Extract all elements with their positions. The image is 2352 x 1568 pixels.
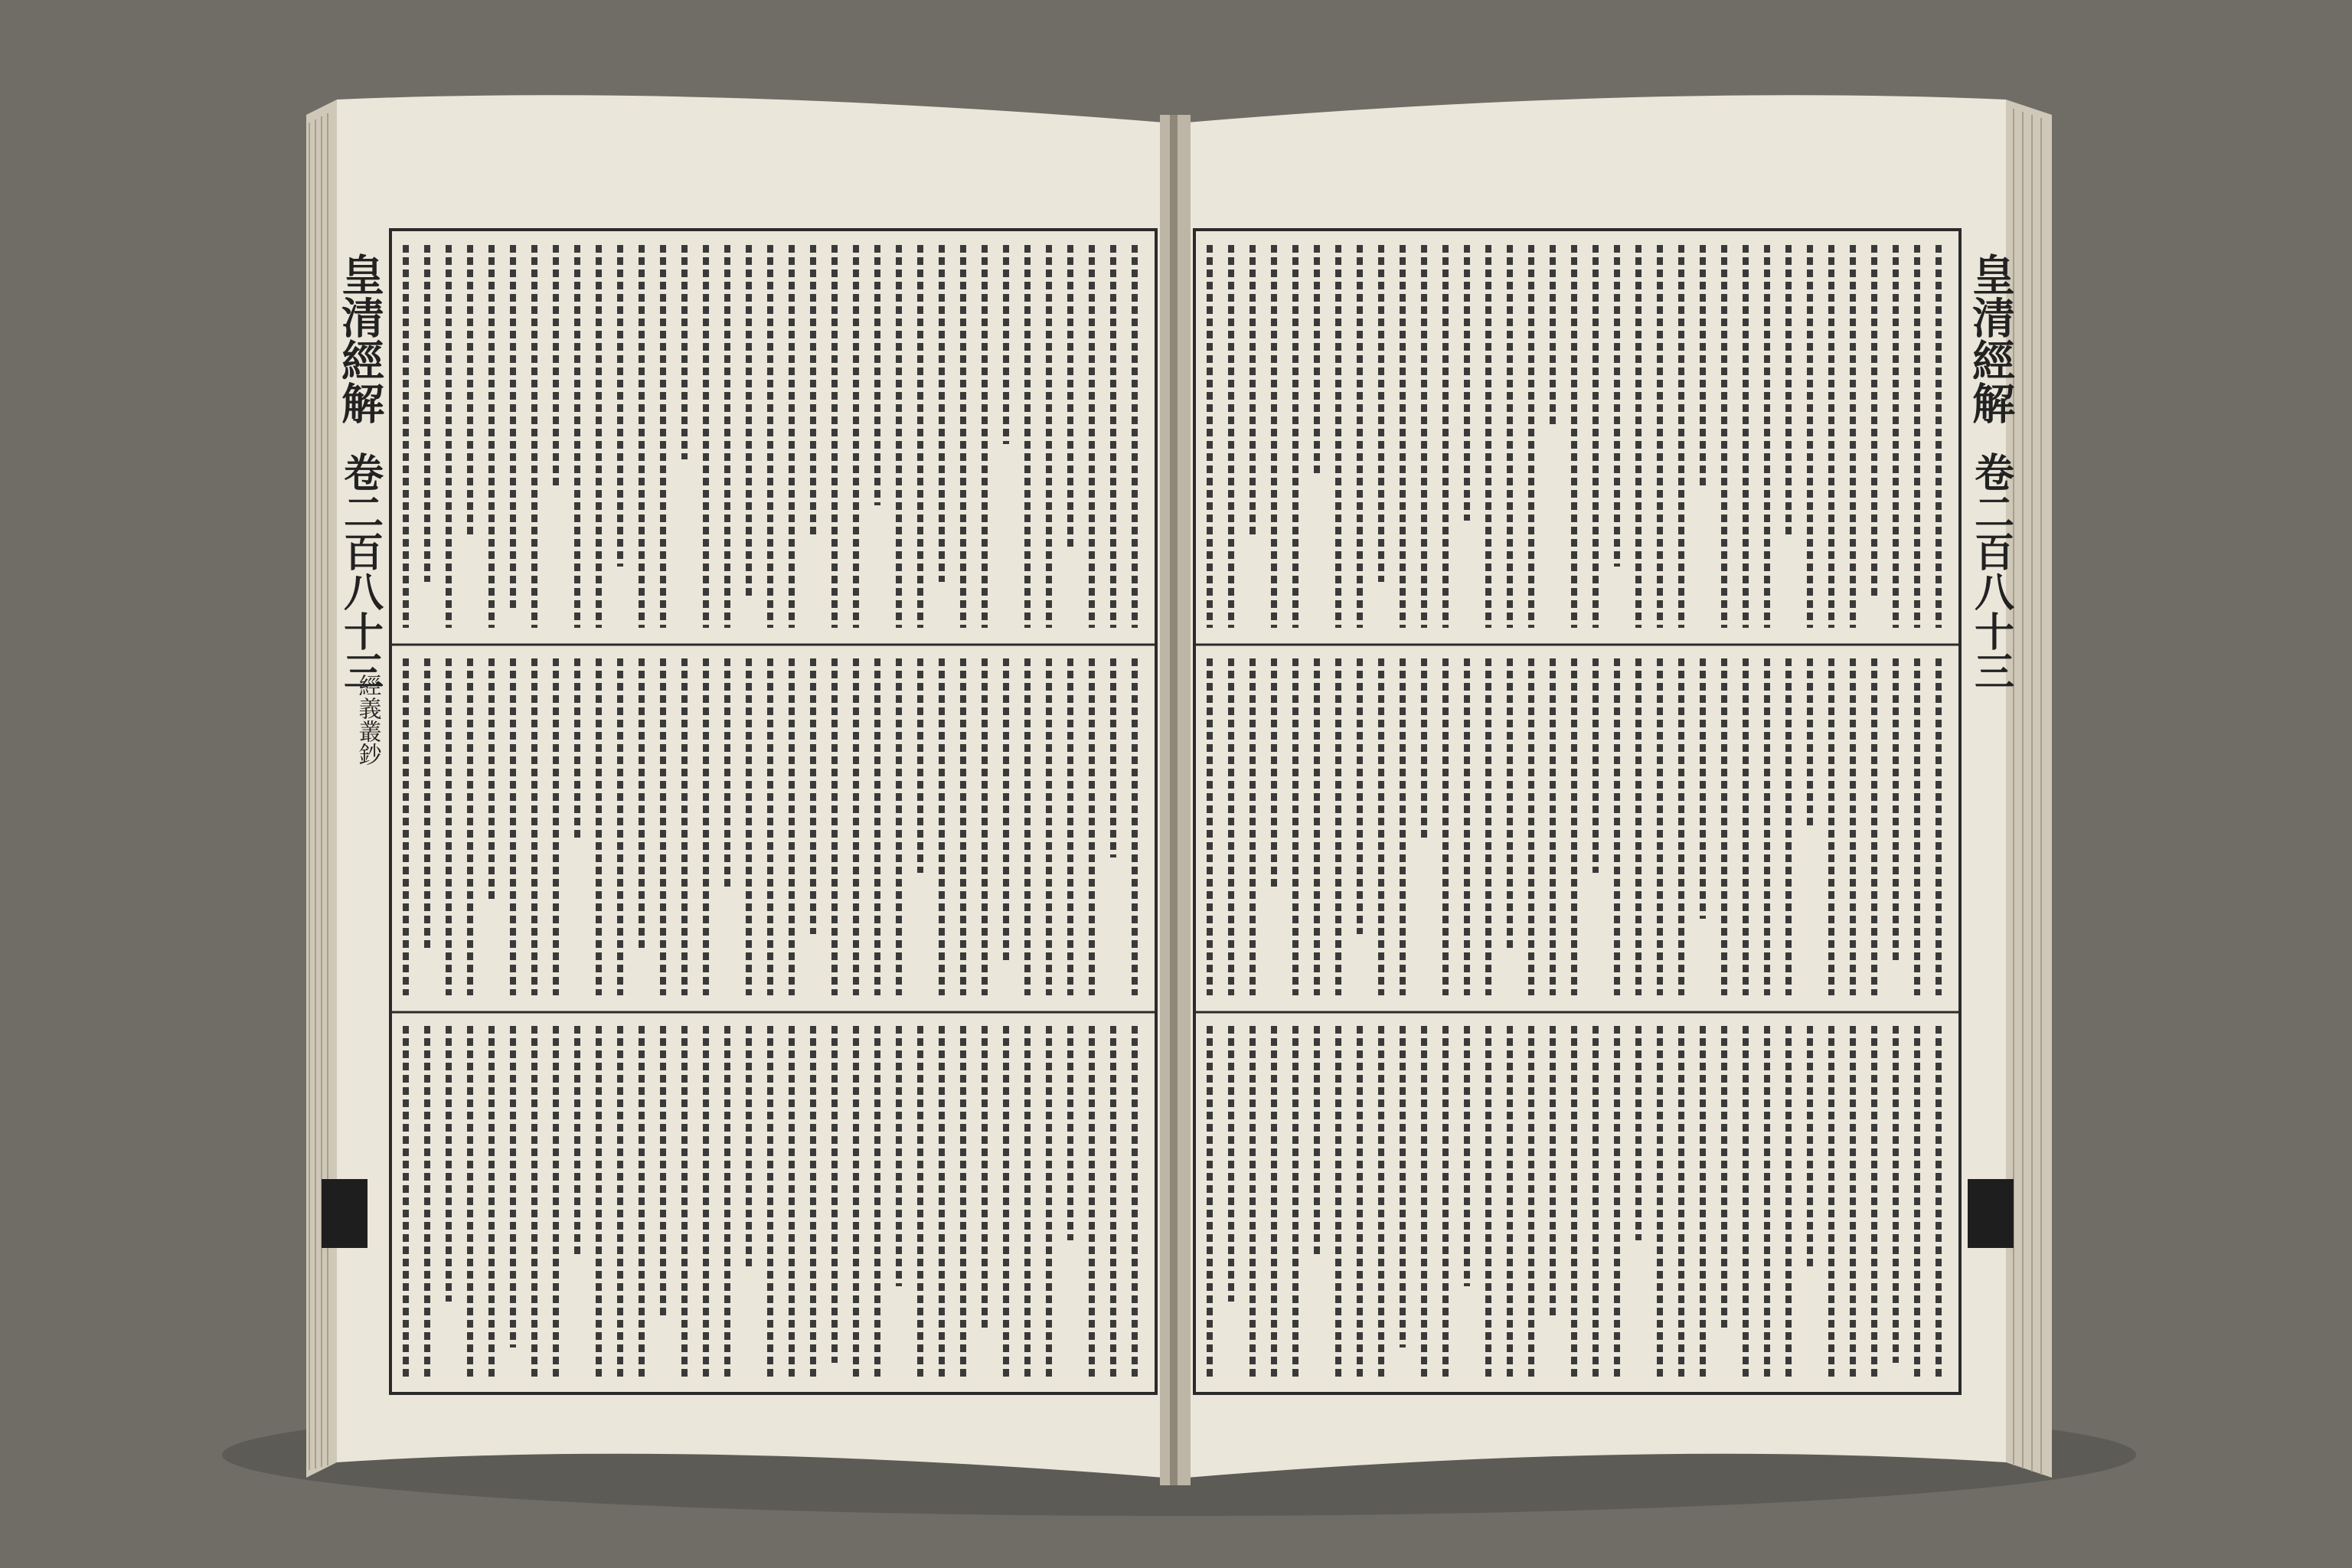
left-fish-tail-mark [322,1179,368,1248]
right-volume-label: 卷二百八十三 [1967,452,2014,691]
left-series-title: 皇清經解 [335,253,385,424]
book-gutter-crease [1170,115,1178,1485]
left-volume-label: 卷二百八十三 [336,452,384,691]
left-section-label: 經義叢鈔 [354,674,381,766]
right-series-title: 皇清經解 [1965,253,2016,424]
right-fish-tail-mark [1968,1179,2014,1248]
